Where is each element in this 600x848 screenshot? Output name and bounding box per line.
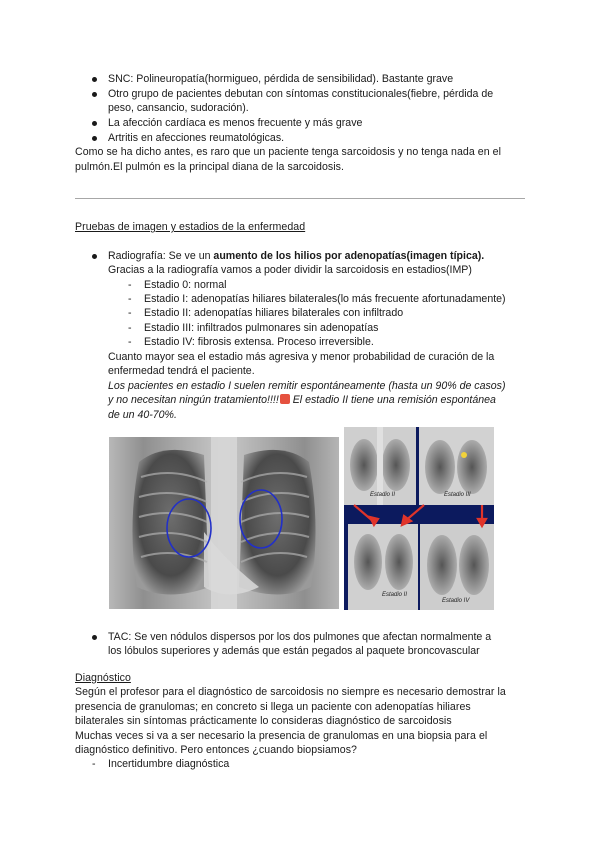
xray-label: Estadio III xyxy=(444,492,471,498)
xray-label: Estadio II xyxy=(370,492,396,498)
bullet-constitucionales: Otro grupo de pacientes debutan con síntomas constitucionales(fiebre, pérdida de xyxy=(108,88,494,100)
warning-icon xyxy=(280,394,290,404)
italic-note-part: El estadio II tiene una remisión espontánea xyxy=(289,394,496,406)
bullet-constitucionales-cont: peso, cansancio, sudoración). xyxy=(108,102,249,114)
stage-item: Estadio 0: normal xyxy=(144,279,227,291)
diagnostico-line: bilaterales sin síntomas prácticamente lo consideras diagnóstico de sarcoidosis xyxy=(75,715,452,727)
bullet-dot xyxy=(92,254,97,259)
radiografia-bold: aumento de los hilios por adenopatías(imagen típica). xyxy=(213,250,485,262)
dash-marker: - xyxy=(128,279,132,291)
italic-note-line: Los pacientes en estadio I suelen remitir espontáneamente (hasta un 90% de casos) xyxy=(108,380,506,392)
italic-note-line xyxy=(108,393,496,408)
bullet-dot xyxy=(92,136,97,141)
dash-marker: - xyxy=(92,758,96,770)
bullet-cardiaca: La afección cardíaca es menos frecuente y más grave xyxy=(108,117,363,129)
chest-xray-main xyxy=(109,437,339,609)
stage-item: Estadio III: infiltrados pulmonares sin adenopatías xyxy=(144,322,379,334)
radiografia-line2: Gracias a la radiografía vamos a poder dividir la sarcoidosis en estadios(IMP) xyxy=(108,264,472,276)
bullet-radiografia xyxy=(108,249,484,264)
stage-item: Estadio I: adenopatías hiliares bilaterales(lo más frecuente afortunadamente) xyxy=(144,293,506,305)
gravedad-line: enfermedad tendrá el paciente. xyxy=(108,365,255,377)
dash-marker: - xyxy=(128,336,132,348)
bullet-dot xyxy=(92,92,97,97)
chest-xray-main-svg xyxy=(109,437,339,609)
bullet-artritis: Artritis en afecciones reumatológicas. xyxy=(108,132,285,144)
radiografia-text: Radiografía: Se ve un xyxy=(108,250,214,262)
bullet-dot xyxy=(92,77,97,82)
gravedad-line: Cuanto mayor sea el estadio más agresiva y menor probabilidad de curación de la xyxy=(108,351,495,363)
xray-stages-svg xyxy=(344,427,494,610)
bullet-dot xyxy=(92,121,97,126)
section-heading-pruebas: Pruebas de imagen y estadios de la enfermedad xyxy=(75,221,306,233)
dash-marker: - xyxy=(128,322,132,334)
paragraph-line: Como se ha dicho antes, es raro que un paciente tenga sarcoidosis y no tenga nada en el xyxy=(75,146,502,158)
bullet-dot xyxy=(92,635,97,640)
diagnostico-line: presencia de granulomas; en concreto si llega un paciente con adenopatías hiliares xyxy=(75,701,471,713)
stage-item: Estadio IV: fibrosis extensa. Proceso irreversible. xyxy=(144,336,374,348)
dash-marker: - xyxy=(128,293,132,305)
horizontal-divider xyxy=(75,198,525,199)
bullet-snc: SNC: Polineuropatía(hormigueo, pérdida de sensibilidad). Bastante grave xyxy=(108,73,454,85)
italic-note-part: y no necesitan ningún tratamiento!!!! xyxy=(108,394,279,406)
diagnostico-line: Muchas veces si va a ser necesario la presencia de granulomas en una biopsia para el xyxy=(75,730,488,742)
dash-item-incertidumbre: Incertidumbre diagnóstica xyxy=(108,758,230,770)
dash-marker: - xyxy=(128,307,132,319)
bullet-tac: TAC: Se ven nódulos dispersos por los dos pulmones que afectan normalmente a xyxy=(108,631,492,643)
xray-label: Estadio IV xyxy=(442,598,470,604)
xray-stages-composite xyxy=(344,427,494,610)
section-heading-diagnostico: Diagnóstico xyxy=(75,672,131,684)
bullet-tac-cont: los lóbulos superiores y además que están pegados al paquete broncovascular xyxy=(108,645,480,657)
diagnostico-line: diagnóstico definitivo. Pero entonces ¿cuando biopsiamos? xyxy=(75,744,357,756)
paragraph-line: pulmón.El pulmón es la principal diana de la sarcoidosis. xyxy=(75,161,345,173)
italic-note-line: de un 40-70%. xyxy=(108,409,177,421)
xray-label: Estadio II xyxy=(382,592,408,598)
stage-item: Estadio II: adenopatías hiliares bilaterales con infiltrado xyxy=(144,307,404,319)
diagnostico-line: Según el profesor para el diagnóstico de sarcoidosis no siempre es necesario demostrar la xyxy=(75,686,506,698)
